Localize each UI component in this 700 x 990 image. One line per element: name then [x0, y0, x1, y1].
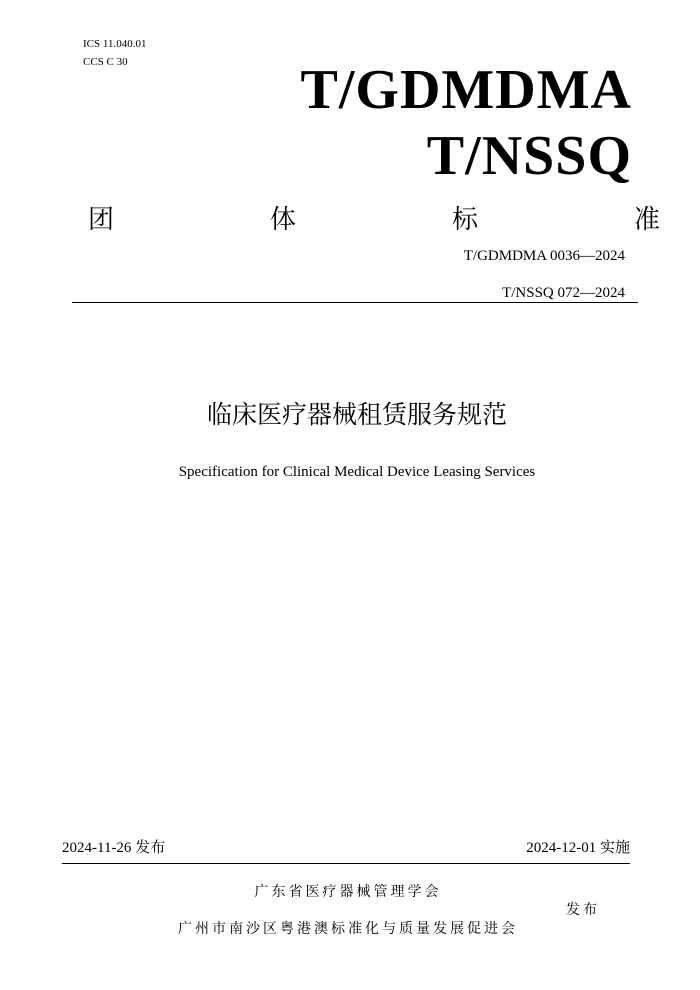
standard-number-nssq: T/NSSQ 072—2024 [502, 285, 625, 301]
standard-type-heading [88, 203, 660, 237]
document-title-chinese: 临床医疗器械租赁服务规范 [206, 400, 507, 429]
implement-date: 2024-12-01 [526, 840, 597, 856]
ccs-code: CCS C 30 [83, 56, 128, 68]
standard-code-primary: T/GDMDMA [300, 59, 632, 121]
document-title-english: Specification for Clinical Medical Device Leasing Services [178, 464, 536, 480]
standard-type-char: 准 [633, 205, 660, 235]
issue-label: 发布 [566, 902, 600, 918]
standard-number-gdmdma: T/GDMDMA 0036—2024 [463, 248, 625, 264]
standard-type-char: 团 [88, 205, 115, 235]
standard-type-char: 体 [269, 205, 296, 235]
issuing-organization-2: 广州市南沙区粤港澳标准化与质量发展促进会 [178, 921, 518, 937]
issuing-organization-1: 广东省医疗器械管理学会 [254, 884, 442, 900]
standard-code-secondary: T/NSSQ [426, 125, 632, 187]
footer-divider [62, 863, 630, 864]
header-divider [72, 302, 638, 303]
publish-date: 2024-11-26 [62, 840, 132, 856]
ics-code: ICS 11.040.01 [83, 38, 147, 50]
implement-label: 实施 [599, 838, 630, 856]
standard-type-char: 标 [451, 205, 478, 235]
implement-date-line [526, 838, 630, 857]
publish-date-line [62, 838, 165, 857]
publish-label: 发布 [135, 838, 166, 856]
